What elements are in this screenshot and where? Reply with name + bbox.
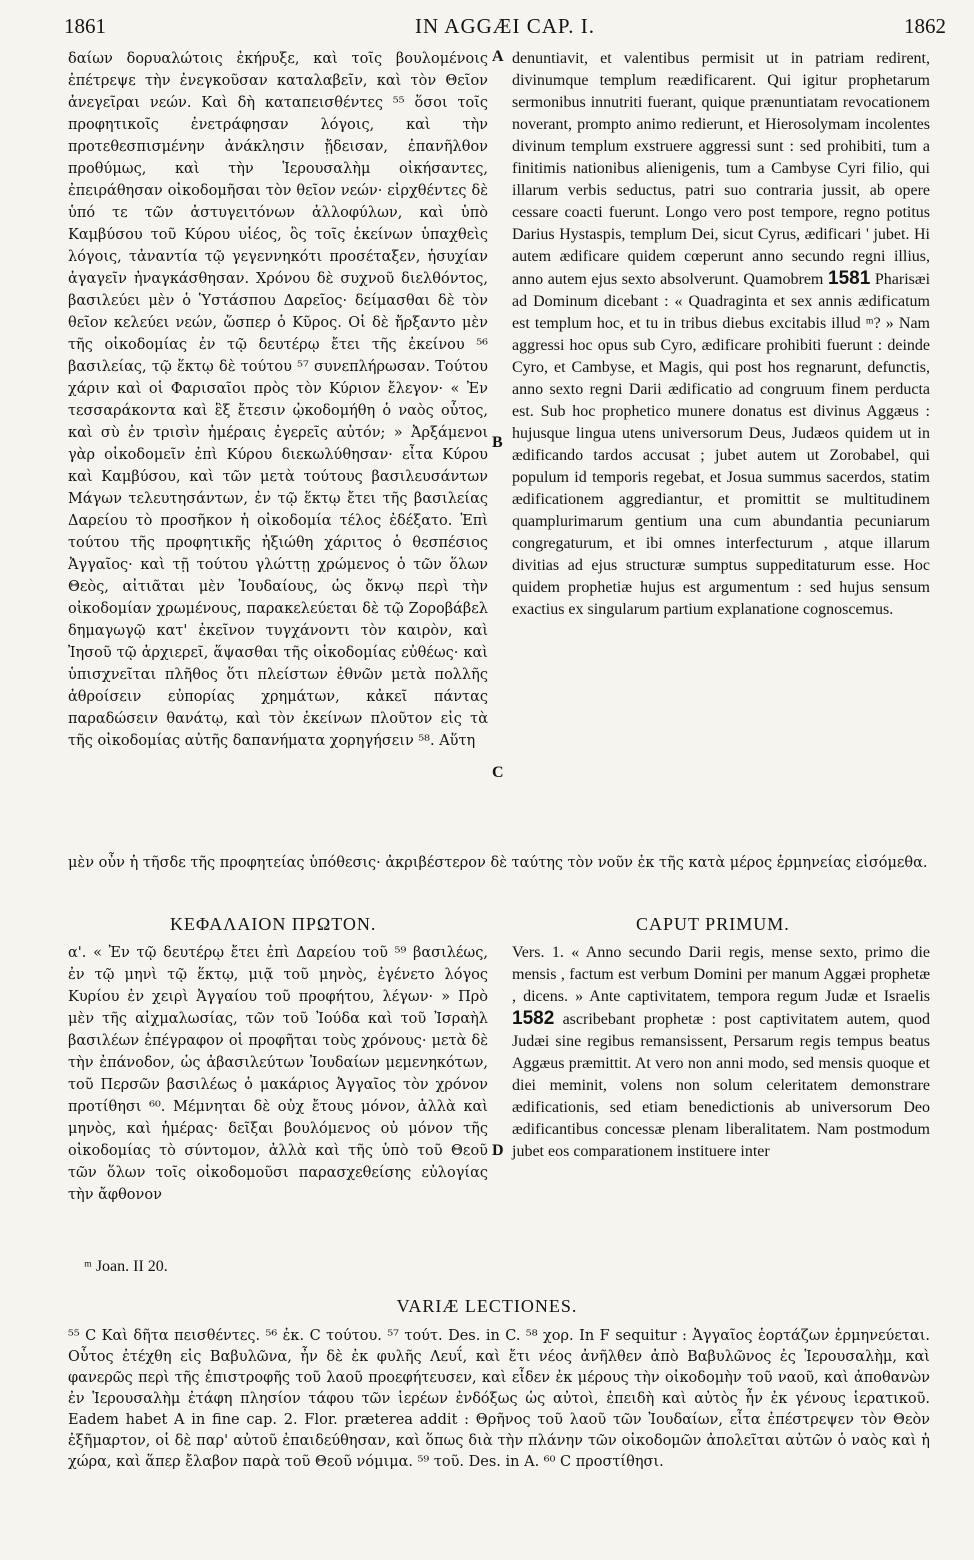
greek-column-top — [68, 48, 488, 752]
margin-marker-c: C — [492, 764, 504, 781]
greek-text-chapter: α'. « Ἐν τῷ δευτέρῳ ἔτει ἐπὶ Δαρείου τοῦ ⁵⁹ βασιλέως, ἐν τῷ μηνὶ τῷ ἕκτῳ, μιᾷ τοῦ μηνὸς, ἐγένετο λόγος Κυρίου ἐν χειρὶ Ἀγγαίου τοῦ προφήτου, λέγων· » Πρὸ μὲν τῆς αἰχμαλωσίας, τῶν τοῦ Ἰούδα καὶ τοῦ Ἰσραὴλ βασιλέων ἐπέγραφον οἱ προφῆται τοὺς χρόνους· μετὰ δὲ τὴν ἐπάνοδον, ὡς ἀβασιλεύτων Ἰουδαίων μεμενηκότων, τοῦ Περσῶν βασιλέως ὁ μακάριος Ἀγγαῖος τὸν χρόνον προτίθησι ⁶⁰. Μέμνηται δὲ οὐχ ἔτους μόνον, ἀλλὰ καὶ μηνὸς, καὶ ἡμέρας· δεῖξαι βουλόμενος οὐ μόνον τῆς οἰκοδομίας τὸ σύντομον, ἀλλὰ καὶ τῆς ὑπὸ τοῦ Θεοῦ τῶν ὅλων τοῖς οἰκοδομοῦσι παρασχεθείσης εὐλογίας τὴν ἄφθονον — [68, 945, 488, 1203]
greek-text-full-width: μὲν οὖν ἡ τῆσδε τῆς προφητείας ὑπόθεσις· ἀκριβέστερον δὲ ταύτης τὸν νοῦν ἐκ τῆς κατὰ μέρος ἑρμηνείας εἰσόμεθα. — [68, 855, 928, 871]
greek-chapter-heading: ΚΕΦΑΛΑΙΟΝ ΠΡΩΤΟΝ. — [170, 914, 377, 934]
latin-text-top — [512, 48, 930, 621]
latin-text-chapter — [512, 942, 930, 1163]
footnote: ᵐ Joan. II 20. — [84, 1258, 168, 1275]
latin-text-chapter-1: Vers. 1. « Anno secundo Darii regis, mense sexto, primo die mensis , factum est verbum Domini per manum Aggæi prophetæ , dicens. » Ante captivitatem, tempora regum Judæ et Israelis — [512, 944, 930, 1005]
latin-column-top — [512, 48, 930, 621]
greek-text-top: δαίων δορυαλώτοις ἐκήρυξε, καὶ τοῖς βουλομένοις ἐπέτρεψε τὴν ἐνεγκοῦσαν καταλαβεῖν, καὶ τὸν Θεῖον ἀνεγεῖραι νεών. Καὶ δὴ καταπεισθέντες ⁵⁵ ὅσοι τοῖς προφητικοῖς ἐνετράφησαν λόγοις, καὶ τὴν προτεθεσπισμένην ἀνάκλησιν ᾔδεισαν, ἐπανῆλθον προθύμως, καὶ τὴν Ἱερουσαλὴμ οἰκήσαντες, ἐπειράθησαν οἰκοδομῆσαι τὸν θεῖον νεών· εἰρχθέντες δὲ ὑπό τε τῶν ἀστυγειτόνων ἀλλοφύλων, καὶ ὑπὸ Καμβύσου τοῦ Κύρου υἱέος, ὃς τοῖς ἐκείνων ὑπαχθεὶς λόγοις, τἀναντία τῷ γεγεννηκότι προσέταξεν, ἡσυχίαν ἀγαγεῖν ἠναγκάσθησαν. Χρόνου δὲ συχνοῦ διελθόντος, βασιλεύει μὲν ὁ Ὑστάσπου Δαρεῖος· δείμασθαι δὲ τὸν θεῖον κελεύει νεών, ὥσπερ ὁ Κῦρος. Οἱ δὲ ἤρξαντο μὲν τῆς οἰκοδομίας ἐν τῷ δευτέρῳ ἔτει τῆς ἐκείνου ⁵⁶ βασιλείας, τῷ ἕκτῳ δὲ τούτου ⁵⁷ συνεπλήρωσαν. Τούτου χάριν καὶ οἱ Φαρισαῖοι πρὸς τὸν Κύριον ἔλεγον· « Ἐν τεσσαράκοντα καὶ ἓξ ἔτεσιν ᾠκοδομήθη ὁ ναὸς οὗτος, καὶ σὺ ἐν τρισὶν ἡμέραις ἐγερεῖς αὐτόν; » Ἀρξάμενοι γὰρ οἰκοδομεῖν ἐπὶ Κύρου διεκωλύθησαν· εἶτα Κύρου καὶ Καμβύσου, καὶ τῶν μετὰ τούτους βασιλευσάντων Μάγων τελευτησάντων, ἐν τῷ ἕκτῳ ἔτει τῆς βασιλείας Δαρείου τὸ προσῆκον ἡ οἰκοδομία τέλος ἐδέξατο. Ἐπὶ τούτου τῆς προφητικῆς ἠξιώθη χάριτος ὁ θεσπέσιος Ἀγγαῖος· καὶ τῇ τούτου γλώττῃ χρώμενος ὁ τῶν ὅλων Θεὸς, αἰτιᾶται μὲν Ἰουδαίους, ὡς ὄκνῳ περὶ τὴν οἰκοδομίαν χρωμένους, παρακελεύεται δὲ τῷ Ζοροβάβελ δημαγωγῷ κατ' ἐκεῖνον τυγχάνοντι τὸν καιρὸν, καὶ Ἰησοῦ τῷ ἀρχιερεῖ, ἅψασθαι τῆς οἰκοδομίας εὐθέως· καὶ ὑπισχνεῖται πλῆθος ὅτι πλείστων ἐθνῶν μετὰ πολλῆς ἀθροίσειν εὐπορίας χρημάτων, κἀκεῖ πάντας παραδώσειν θανάτῳ, καὶ τὸν ἐκείνων πλοῦτον εἰς τὰ τῆς οἰκοδομίας αὐτῆς δαπανήματα χορηγήσειν ⁵⁸. Αὕτη — [68, 51, 488, 749]
latin-chapter-heading: CAPUT PRIMUM. — [636, 914, 790, 934]
margin-marker-d: D — [492, 1142, 504, 1159]
latin-text-top-1: denuntiavit, et valentibus permisit ut in patriam redirent, divinumque templum reædificarent. Qui igitur prophetarum sermonibus innutriti fuerant, quique prænuntiatam revocationem noverant, prompto animo redierunt, et Hierosolymam incolentes divinum templum exstruere aggressi sunt : sed prohibiti, tum a finitimis nationibus alienigenis, tum a Cambyse Cyri filio, qui illarum verbis seductus, patri suo contraria jussit, ab opere cessare coacti fuerunt. Longo vero post tempore, regno potitus Darius Hystaspis, templum Dei, sicut Cyrus, ædificari ' jubet. Hi autem ædificare quidem cœperunt anno secundo regni illius, anno autem ejus sexto absolverunt. Quamobrem — [512, 50, 930, 288]
variants-heading: VARIÆ LECTIONES. — [396, 1296, 578, 1316]
running-header — [64, 14, 946, 48]
variant-readings: ⁵⁵ C Καὶ δῆτα πεισθέντες. ⁵⁶ ἐκ. C τούτου. ⁵⁷ τούτ. Des. in C. ⁵⁸ χορ. In F sequitur : Ἀγγαῖος ἑορτάζων ἑρμηνεύεται. Οὗτος ἐτέχθη εἰς Βαβυλῶνα, ἦν δὲ ἐκ φυλῆς Λευΐ, καὶ ἔτι νέος ἀνῆλθεν ἀπὸ Βαβυλῶνος ἐς Ἱερουσαλὴμ, καὶ φανερῶς περὶ τῆς ἐπιστροφῆς τοῦ λαοῦ προεφήτευσεν, καὶ εἶδεν ἐκ μέρους τὴν οἰκοδομὴν τοῦ ναοῦ, καὶ ἀποθανὼν ἐν Ἱερουσαλὴμ ἐτάφη πλησίον τάφου τῶν ἱερέων ἐνδόξως ὡς αὐτοὶ, ἐπειδὴ καὶ αὐτὸς ἦν ἐκ γένους ἱερατικοῦ. Eadem habet A in fine cap. 2. Flor. præterea addit : Θρῆνος τοῦ λαοῦ τῶν Ἰουδαίων, εἶτα ἐπέστρεψεν τὸν Θεὸν ἐξῆμαρτον, οἱ δὲ παρ' αὐτοῦ ἐπαιδεύθησαν, καὶ ὅπως διὰ τὴν πλάνην τῶν οἰκοδομῶν ἀπολεῖται αὐτῶν ὁ ναὸς καὶ ἡ χώρα, καὶ ἅπερ ἔλαβον παρὰ τοῦ Θεοῦ νόμιμα. ⁵⁹ τοῦ. Des. in A. ⁶⁰ C προστίθησι. — [68, 1328, 930, 1470]
greek-column-chapter — [68, 942, 488, 1206]
margin-marker-a: A — [492, 48, 504, 65]
latin-text-chapter-2: ascribebant prophetæ : post captivitatem autem, quod Judæi sine regibus remansissent, Persarum regis tempus beatus Aggæus præmittit. At vero non anni modo, sed mensis quoque et diei meminit, volens non solum celeritatem demonstrare ædificationis, sed etiam benedictionis ab universorum Deo ædificantibus concessæ plenam liberalitatem. Nam postmodum jubet eos comparationem instituere inter — [512, 1011, 931, 1160]
margin-marker-b: B — [492, 434, 503, 451]
column-number-1582: 1582 — [512, 1008, 555, 1029]
running-title: IN AGGÆI CAP. I. — [415, 14, 595, 38]
latin-column-chapter — [512, 942, 930, 1163]
latin-text-top-2: Pharisæi ad Dominum dicebant : « Quadraginta et sex annis ædificatum est templum hoc, et tu in tribus diebus excitabis illud ᵐ? » Nam aggressi hoc opus sub Cyro, ædificare prohibiti fuerunt : deinde Cyro, et Cambyse, et Magis, qui post hos regnarunt, defunctis, anno sexto regni Darii ædificatio ad congruum finem perducta est. Sub hoc prophetico munere donatus est divinus Aggæus : hujusque lingua utens universorum Deus, Judæos quidem ut in ædificando tardos accusat ; jubet autem ut Zorobabel, qui populum id temporis regebat, et Josua summus sacerdos, statim ædificationem aggrediantur, et promittit se multitudinem quamplurimarum gentium una cum abundantia pecuniarum congregaturum, et ibi omnes interfecturum , atque illarum divitias ad ejus structuræ sumptus suppeditaturum esse. Hoc quidem prophetiæ hujus est argumentum : sed hujus sensum exactius ex singularum partium explanatione cognoscemus. — [512, 271, 931, 618]
column-number-1581: 1581 — [828, 268, 871, 289]
column-number-right: 1862 — [904, 14, 946, 38]
column-number-left: 1861 — [64, 14, 106, 38]
